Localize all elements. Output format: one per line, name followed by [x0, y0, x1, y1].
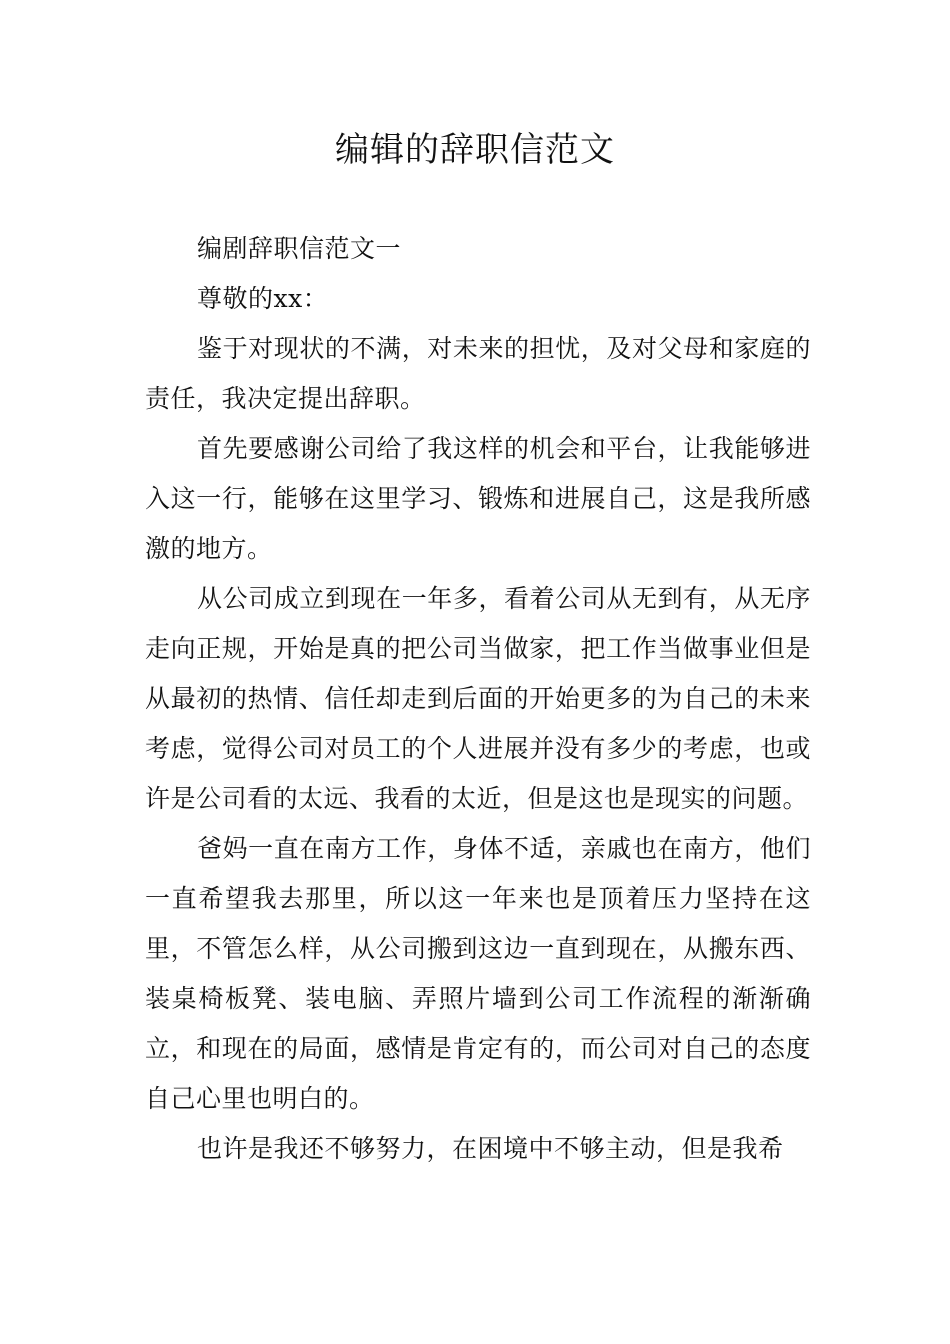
- paragraph: 首先要感谢公司给了我这样的机会和平台，让我能够进入这一行，能够在这里学习、锻炼和进展自己，这是我所感激的地方。: [145, 434, 811, 563]
- paragraph: 爸妈一直在南方工作，身体不适，亲戚也在南方，他们一直希望我去那里，所以这一年来也是顶着压力坚持在这里，不管怎么样，从公司搬到这边一直到现在，从搬东西、装桌椅板凳、装电脑、弄照片墙到公司工作流程的渐渐确立，和现在的局面，感情是肯定有的，而公司对自己的态度自己心里也明白的。: [145, 834, 811, 1113]
- paragraph-subtitle: 编剧辞职信范文一: [197, 234, 402, 263]
- paragraph: 鉴于对现状的不满，对未来的担忧，及对父母和家庭的责任，我决定提出辞职。: [145, 334, 811, 413]
- paragraph: 也许是我还不够努力，在困境中不够主动，但是我希: [197, 1134, 784, 1163]
- paragraph-salutation: 尊敬的xx：: [197, 284, 329, 313]
- page-title: 编辑的辞职信范文: [335, 130, 615, 170]
- paragraph: 从公司成立到现在一年多，看着公司从无到有，从无序走向正规，开始是真的把公司当做家，把工作当做事业但是从最初的热情、信任却走到后面的开始更多的为自己的未来考虑，觉得公司对员工的个人进展并没有多少的考虑，也或许是公司看的太远、我看的太近，但是这也是现实的问题。: [145, 584, 811, 813]
- document-body: [145, 224, 811, 1174]
